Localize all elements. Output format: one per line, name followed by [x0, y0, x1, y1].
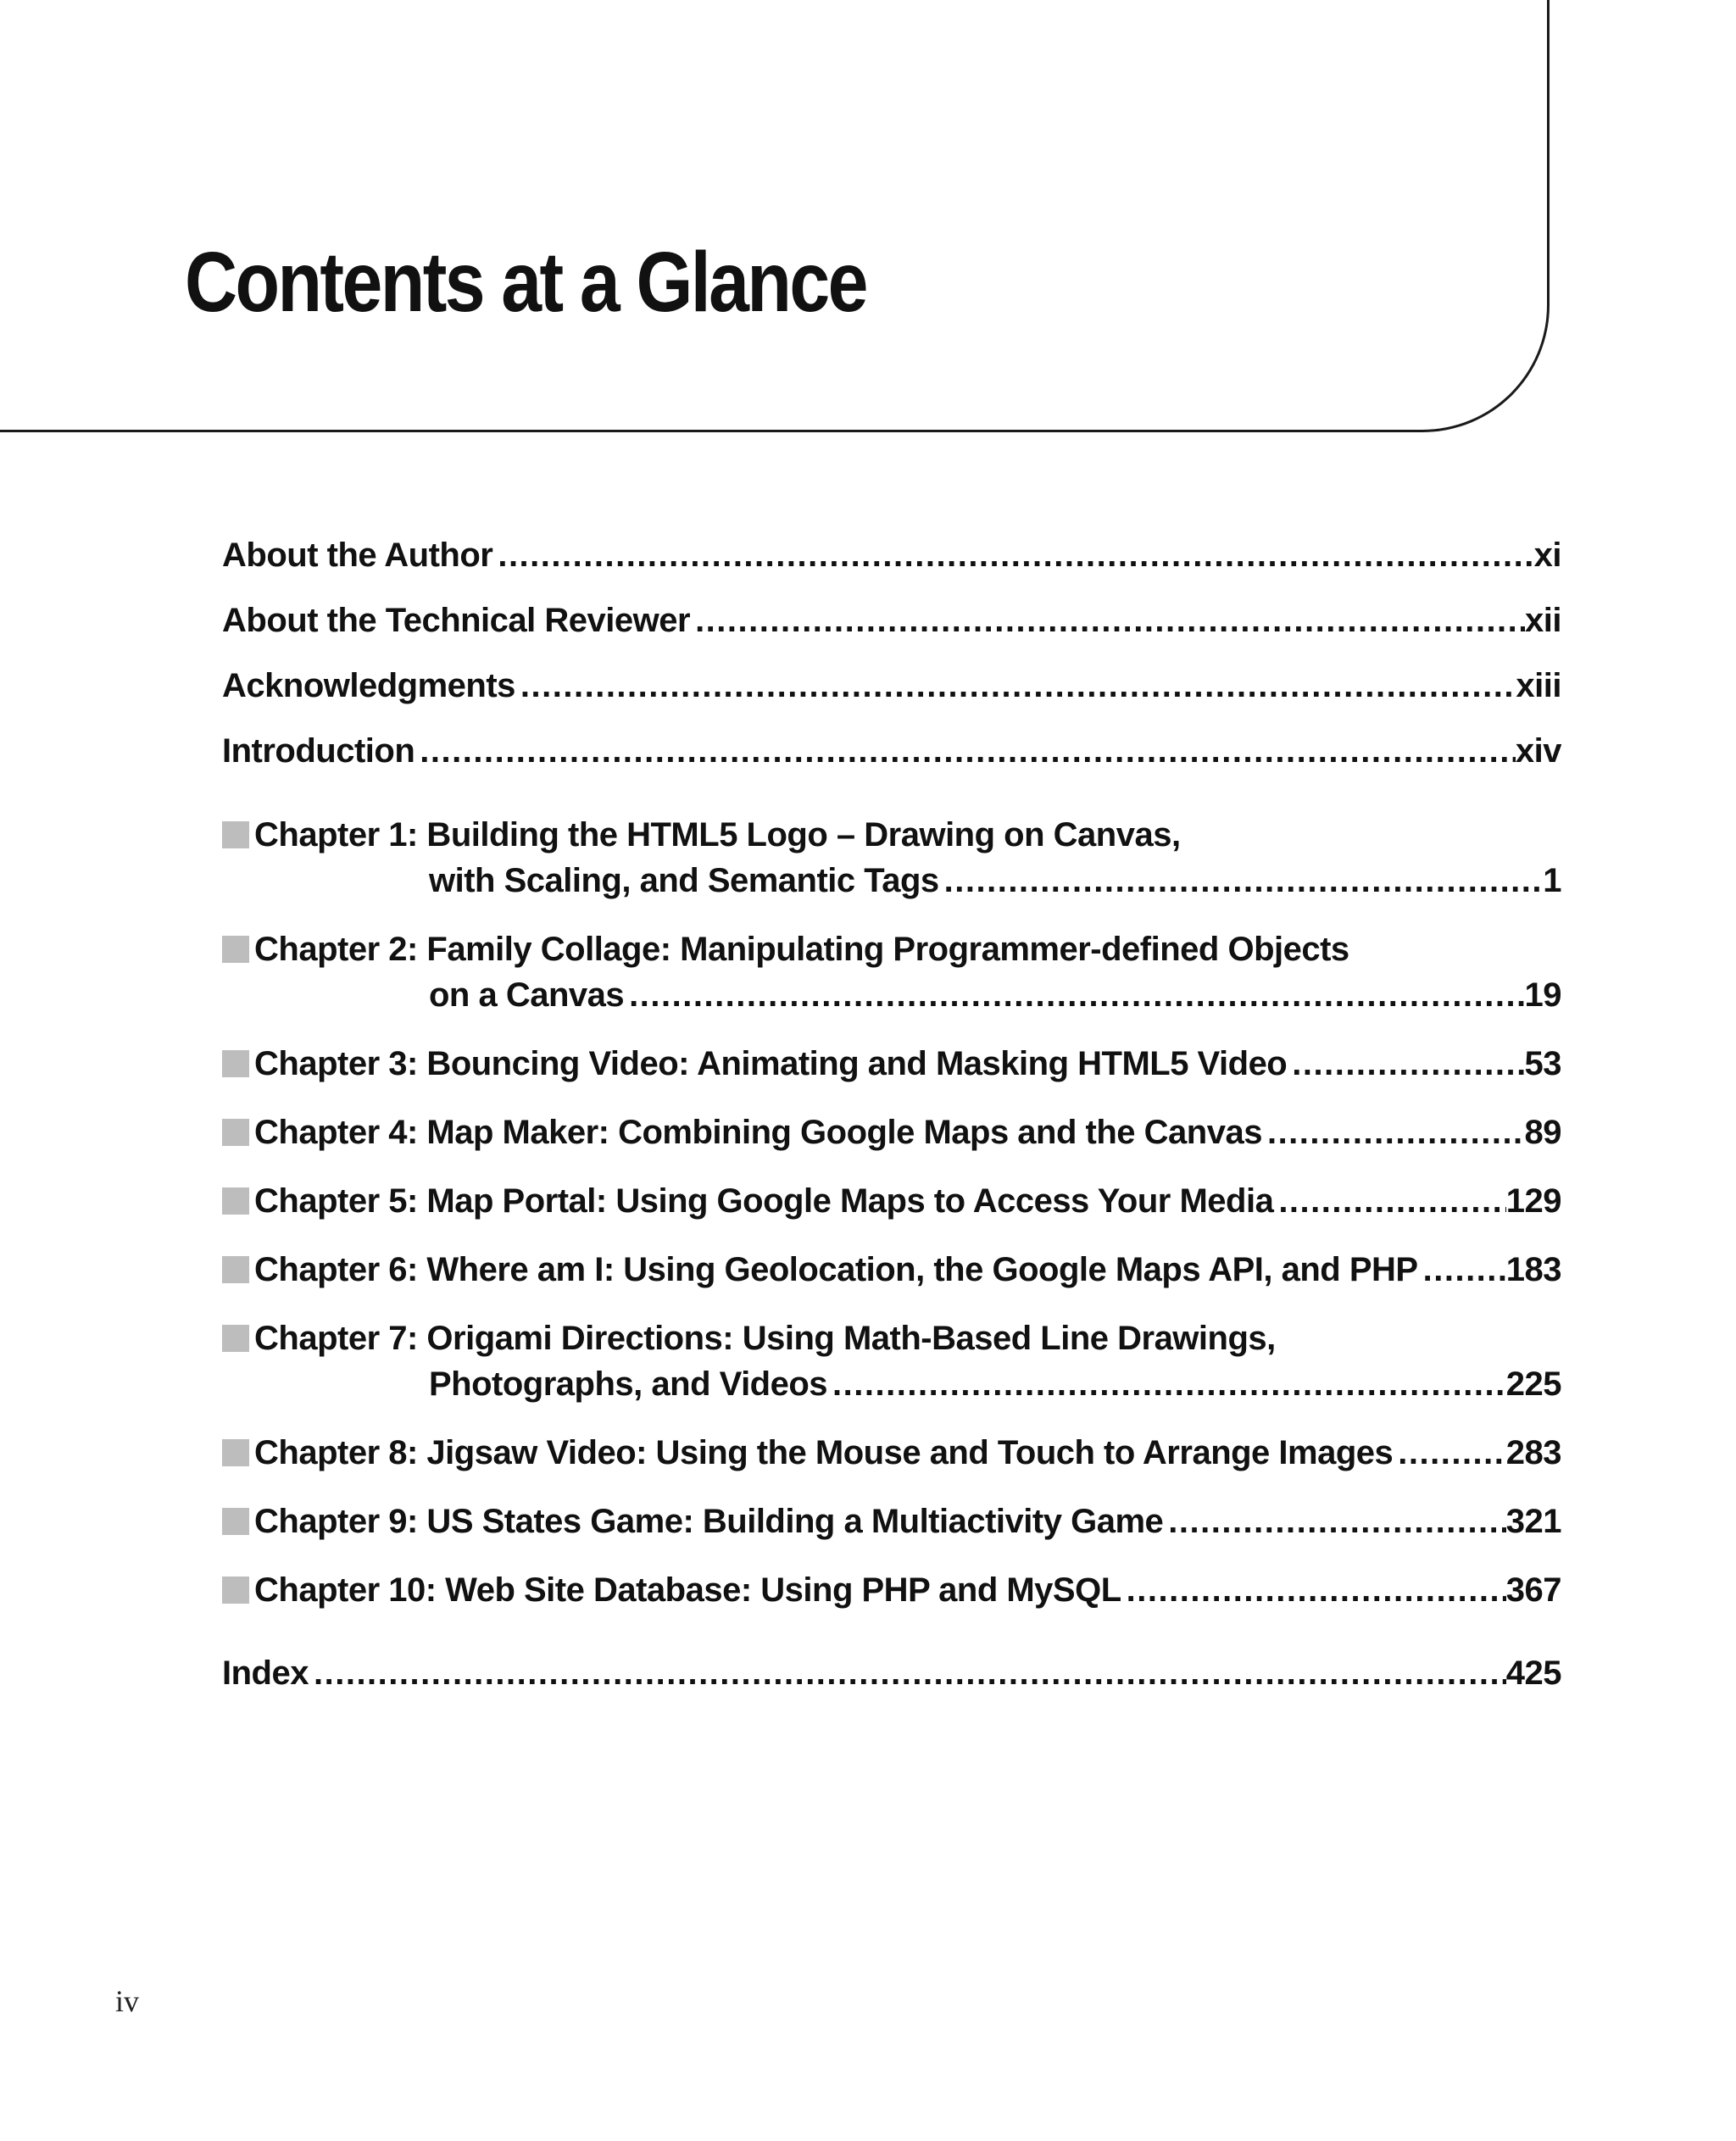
page-folio: iv — [115, 1984, 140, 2018]
entry-title: About the Technical Reviewer — [222, 602, 691, 639]
chapter-title: Chapter 5: Map Portal: Using Google Maps to Access Your Media — [254, 1182, 1274, 1220]
dot-leader — [624, 972, 1524, 1018]
toc-entry-chapter-9[interactable] — [222, 1499, 1561, 1544]
dot-leader — [690, 598, 1525, 643]
chapter-marker-icon — [222, 1325, 249, 1352]
entry-page: 19 — [1524, 976, 1561, 1014]
dot-leader — [1273, 1178, 1505, 1224]
chapter-title: Chapter 10: Web Site Database: Using PHP and MySQL — [254, 1571, 1121, 1609]
header-frame — [0, 0, 1550, 432]
dot-leader — [1418, 1247, 1506, 1293]
toc-entry-technical-reviewer[interactable] — [222, 598, 1561, 663]
chapter-marker-icon — [222, 1050, 249, 1077]
chapter-title: Chapter 6: Where am I: Using Geolocation, the Google Maps API, and PHP — [254, 1251, 1418, 1288]
dot-leader — [1393, 1430, 1505, 1476]
dot-leader — [1163, 1499, 1505, 1544]
dot-leader — [1287, 1041, 1524, 1087]
toc-entry-chapter-7[interactable] — [222, 1315, 1561, 1407]
entry-page: xi — [1533, 537, 1561, 574]
chapter-title: Chapter 8: Jigsaw Video: Using the Mouse and Touch to Arrange Images — [254, 1434, 1394, 1471]
entry-page: xiii — [1516, 667, 1561, 704]
dot-leader — [1121, 1567, 1506, 1613]
entry-page: 53 — [1524, 1045, 1561, 1082]
page-title: Contents at a Glance — [185, 235, 866, 330]
chapter-marker-icon — [222, 1187, 249, 1215]
toc-entry-chapter-3[interactable] — [222, 1041, 1561, 1087]
chapter-title-line2: Photographs, and Videos — [429, 1365, 828, 1403]
toc-entry-introduction[interactable] — [222, 728, 1561, 793]
chapter-title: Chapter 9: US States Game: Building a Multiactivity Game — [254, 1503, 1164, 1540]
chapter-marker-icon — [222, 1508, 249, 1535]
toc-entry-chapter-1[interactable] — [222, 812, 1561, 904]
chapter-title-line2: on a Canvas — [429, 976, 625, 1014]
chapter-marker-icon — [222, 1256, 249, 1283]
chapter-title-line1: Chapter 2: Family Collage: Manipulating Programmer-defined Objects — [254, 931, 1349, 968]
entry-page: xii — [1525, 602, 1561, 639]
entry-page: 283 — [1505, 1434, 1561, 1471]
entry-title: About the Author — [222, 537, 493, 574]
toc-entry-chapter-2[interactable] — [222, 926, 1561, 1018]
dot-leader — [1262, 1109, 1525, 1155]
entry-page: 183 — [1505, 1251, 1561, 1288]
dot-leader — [827, 1361, 1506, 1407]
toc-entry-index[interactable] — [222, 1650, 1561, 1716]
toc-entry-about-author[interactable] — [222, 532, 1561, 598]
chapter-title: Chapter 4: Map Maker: Combining Google Maps and the Canvas — [254, 1114, 1262, 1151]
chapter-marker-icon — [222, 1439, 249, 1466]
entry-page: 321 — [1505, 1503, 1561, 1540]
toc-entry-chapter-8[interactable] — [222, 1430, 1561, 1476]
entry-page: 225 — [1505, 1365, 1561, 1403]
dot-leader — [939, 858, 1544, 904]
chapter-title-line2: with Scaling, and Semantic Tags — [429, 862, 939, 899]
entry-page: 89 — [1524, 1114, 1561, 1151]
dot-leader — [492, 532, 1533, 578]
entry-page: 1 — [1543, 862, 1561, 899]
entry-title: Acknowledgments — [222, 667, 515, 704]
dot-leader — [415, 728, 1516, 774]
entry-page: 367 — [1505, 1571, 1561, 1609]
entry-page: 129 — [1505, 1182, 1561, 1220]
chapter-title-line1: Chapter 1: Building the HTML5 Logo – Drawing on Canvas, — [254, 816, 1181, 854]
entry-page: 425 — [1505, 1654, 1561, 1692]
toc-entry-chapter-4[interactable] — [222, 1109, 1561, 1155]
chapter-title: Chapter 3: Bouncing Video: Animating and Masking HTML5 Video — [254, 1045, 1288, 1082]
chapter-title-line1: Chapter 7: Origami Directions: Using Math-Based Line Drawings, — [254, 1320, 1276, 1357]
table-of-contents — [222, 532, 1561, 1716]
chapter-marker-icon — [222, 1119, 249, 1146]
entry-title: Index — [222, 1654, 309, 1692]
toc-entry-chapter-6[interactable] — [222, 1247, 1561, 1293]
entry-page: xiv — [1515, 732, 1561, 770]
dot-leader — [515, 663, 1516, 709]
toc-entry-chapter-10[interactable] — [222, 1567, 1561, 1613]
chapter-marker-icon — [222, 936, 249, 963]
toc-entry-acknowledgments[interactable] — [222, 663, 1561, 728]
chapter-marker-icon — [222, 821, 249, 848]
entry-title: Introduction — [222, 732, 415, 770]
toc-entry-chapter-5[interactable] — [222, 1178, 1561, 1224]
chapter-marker-icon — [222, 1577, 249, 1604]
dot-leader — [309, 1650, 1506, 1696]
